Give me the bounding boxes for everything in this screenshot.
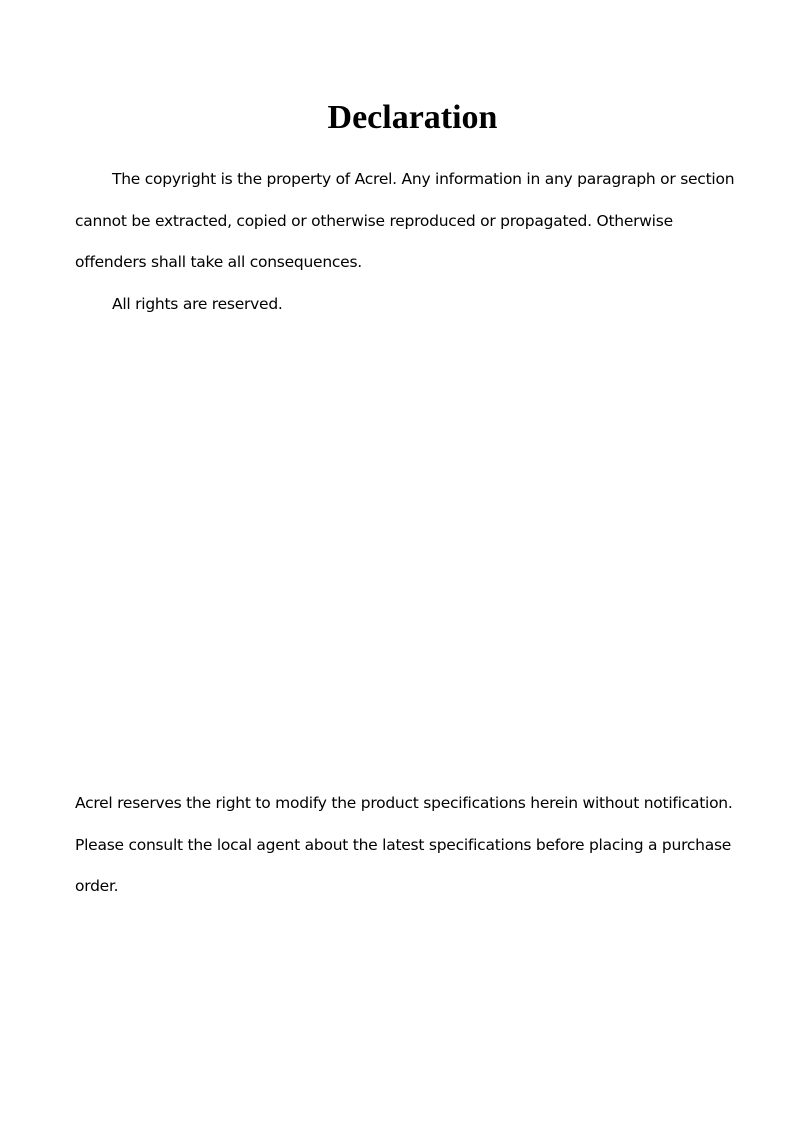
page-title: Declaration [327,99,498,136]
specification-notice [75,783,760,908]
notice-paragraph: Acrel reserves the right to modify the product specifications herein without notification. Please consult the local agent about the latest specifications before placing a purchase order. [75,794,733,896]
declaration-body [75,159,745,325]
copyright-paragraph: The copyright is the property of Acrel. Any information in any paragraph or section cannot be extracted, copied or otherwise reproduced or propagated. Otherwise offenders shall take all consequences. [75,170,735,272]
rights-reserved-paragraph: All rights are reserved. [112,294,283,313]
